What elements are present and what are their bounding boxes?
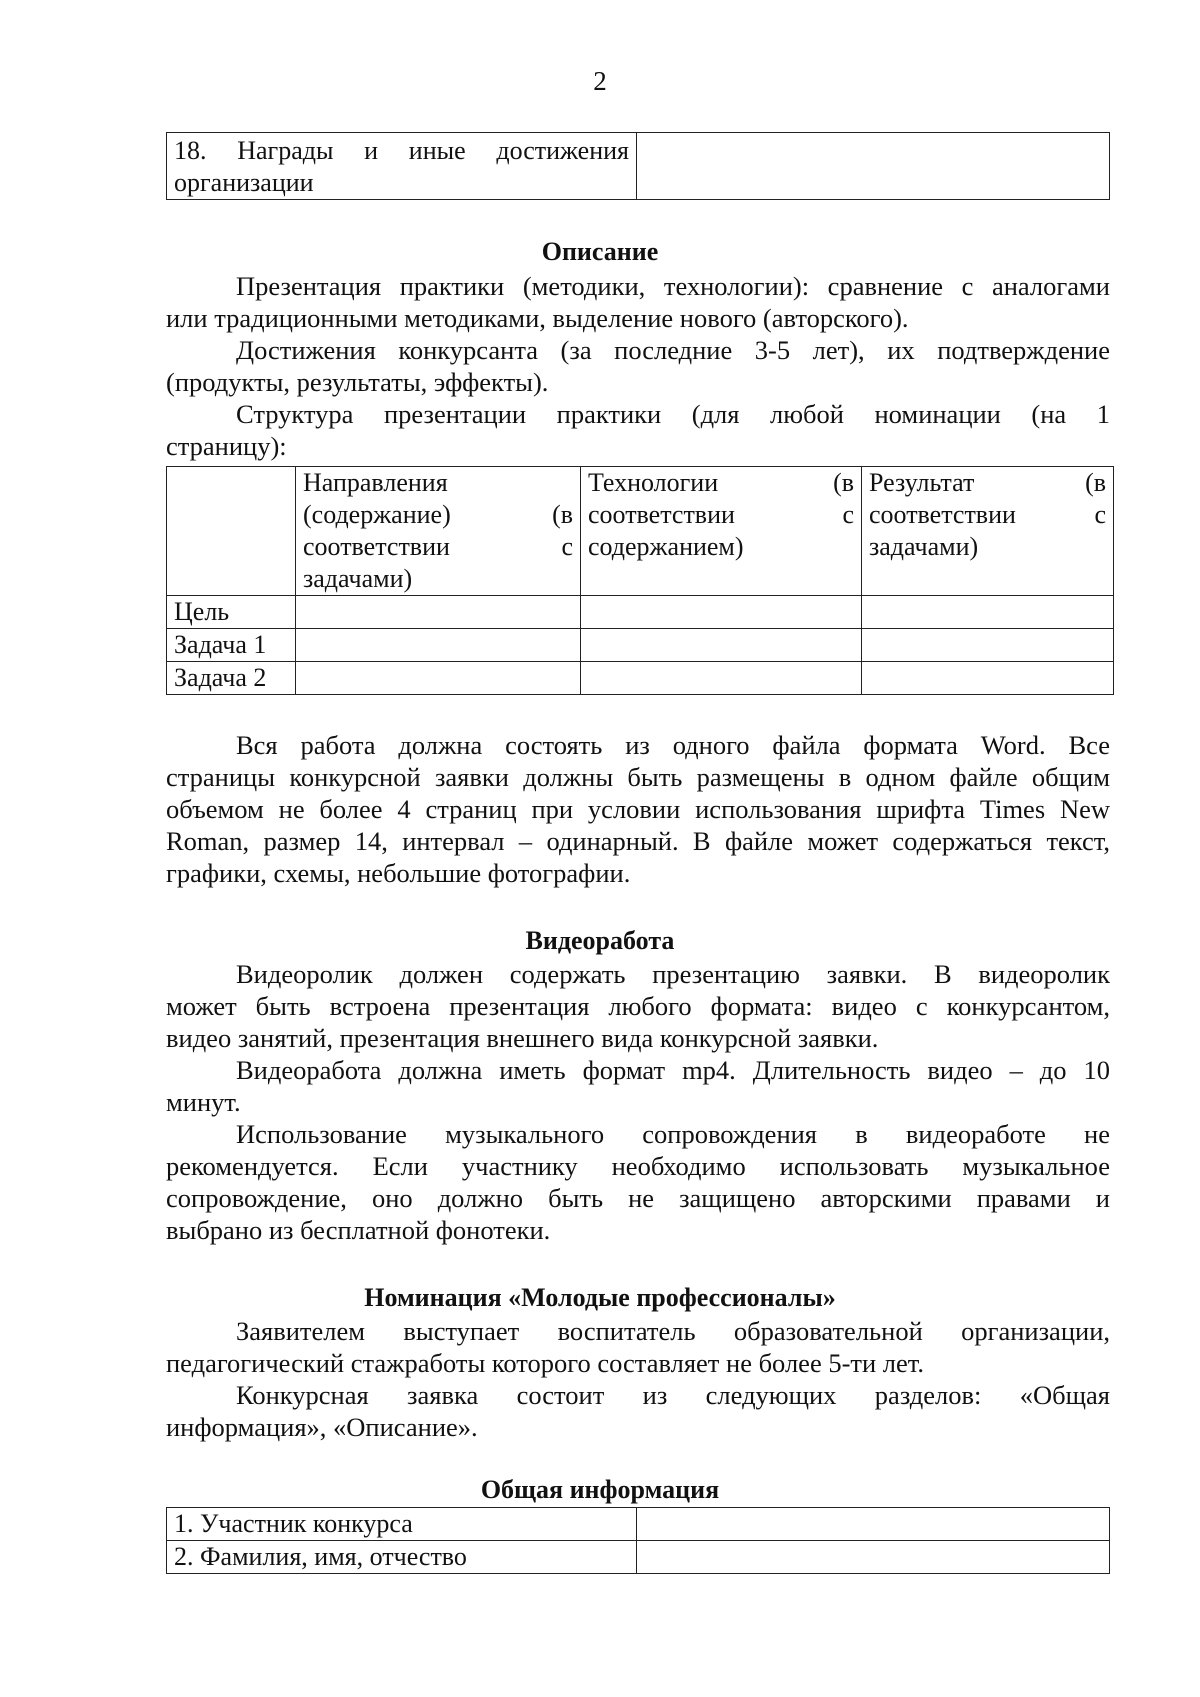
structure-header-row bbox=[167, 467, 1114, 596]
description-heading: Описание bbox=[541, 237, 659, 266]
video-p2-line2: минут. bbox=[166, 1087, 241, 1117]
table-cell bbox=[296, 596, 581, 629]
table-row bbox=[167, 1508, 1110, 1541]
work-file-line5: графики, схемы, небольшие фотографии. bbox=[166, 858, 631, 888]
h1-line6: задачами) bbox=[303, 564, 413, 593]
awards-label-line1: 18. Награды и иные достижения bbox=[174, 136, 629, 165]
h1-line2-wrap bbox=[303, 499, 573, 531]
video-p3-line2: рекомендуется. Если участнику необходимо использовать музыкальное bbox=[166, 1151, 1110, 1181]
structure-header-result bbox=[862, 467, 1114, 596]
table-cell bbox=[296, 629, 581, 662]
h2-line4: с bbox=[842, 500, 854, 529]
table-row bbox=[167, 629, 1114, 662]
structure-header-directions bbox=[296, 467, 581, 596]
h2-line2: (в bbox=[833, 468, 854, 497]
h2-line3: соответствии bbox=[588, 500, 735, 529]
general-info-heading: Общая информация bbox=[480, 1475, 720, 1504]
work-file-line3: объемом не более 4 страниц при условии использования шрифта Times New bbox=[166, 794, 1110, 824]
table-cell bbox=[862, 596, 1114, 629]
table-row bbox=[167, 662, 1114, 695]
video-p3-line4: выбрано из бесплатной фонотеки. bbox=[166, 1215, 551, 1245]
general-info-row-1: 1. Участник конкурса bbox=[167, 1508, 637, 1541]
description-p3-line2: страницу): bbox=[166, 431, 287, 461]
h3-line5: задачами) bbox=[869, 532, 979, 561]
row-label-goal: Цель bbox=[167, 596, 296, 629]
description-p2-line2: (продукты, результаты, эффекты). bbox=[166, 367, 549, 397]
general-info-row-2: 2. Фамилия, имя, отчество bbox=[167, 1541, 637, 1574]
h2-line1: Технологии bbox=[588, 468, 719, 497]
h3-spacer bbox=[869, 563, 1106, 595]
h2-line5: содержанием) bbox=[588, 532, 744, 561]
h2-line3-wrap bbox=[588, 499, 854, 531]
nomination-text bbox=[166, 1315, 1110, 1443]
row-label-task1: Задача 1 bbox=[167, 629, 296, 662]
page-number: 2 bbox=[593, 66, 607, 96]
video-p2-line1: Видеоработа должна иметь формат mp4. Длительность видео – до 10 bbox=[236, 1055, 1110, 1085]
h1-line3: (в bbox=[552, 500, 573, 529]
h3-line4: с bbox=[1094, 500, 1106, 529]
video-heading: Видеоработа bbox=[525, 926, 675, 955]
table-cell bbox=[637, 1541, 1110, 1574]
awards-label-line2: организации bbox=[174, 168, 314, 197]
h3-line2: (в bbox=[1085, 468, 1106, 497]
structure-header-technologies bbox=[581, 467, 862, 596]
h3-line3-wrap bbox=[869, 499, 1106, 531]
h1-line2: (содержание) bbox=[303, 500, 451, 529]
nomination-heading: Номинация «Молодые профессионалы» bbox=[364, 1283, 836, 1312]
h3-line1-wrap bbox=[869, 467, 1106, 499]
video-p1-line1: Видеоролик должен содержать презентацию заявки. В видеоролик bbox=[236, 959, 1110, 989]
table-cell bbox=[581, 662, 862, 695]
h2-line1-wrap bbox=[588, 467, 854, 499]
description-p3-line1: Структура презентации практики (для любой номинации (на 1 bbox=[236, 399, 1110, 429]
table-row bbox=[167, 596, 1114, 629]
video-p1-line2: может быть встроена презентация любого формата: видео с конкурсантом, bbox=[166, 991, 1110, 1021]
nomination-p2-line1: Конкурсная заявка состоит из следующих разделов: «Общая bbox=[236, 1380, 1110, 1410]
awards-value-cell bbox=[637, 133, 1110, 200]
table-cell bbox=[862, 662, 1114, 695]
structure-header-empty bbox=[167, 467, 296, 596]
general-info-table bbox=[166, 1507, 1110, 1574]
video-text bbox=[166, 958, 1110, 1246]
h1-line4: соответствии bbox=[303, 532, 450, 561]
table-cell bbox=[581, 596, 862, 629]
h3-line3: соответствии bbox=[869, 500, 1016, 529]
video-p3-line3: сопровождение, оно должно быть не защищено авторскими правами и bbox=[166, 1183, 1110, 1213]
awards-label-cell bbox=[167, 133, 637, 200]
nomination-p1-line2: педагогический стажработы которого составляет не более 5-ти лет. bbox=[166, 1348, 924, 1378]
awards-table bbox=[166, 132, 1110, 200]
structure-table bbox=[166, 466, 1114, 695]
video-p1-line3: видео занятий, презентация внешнего вида конкурсной заявки. bbox=[166, 1023, 879, 1053]
description-p2-line1: Достижения конкурсанта (за последние 3-5 лет), их подтверждение bbox=[236, 335, 1110, 365]
table-cell bbox=[296, 662, 581, 695]
work-file-paragraph bbox=[166, 729, 1110, 889]
description-p1-line2: или традиционными методиками, выделение нового (авторского). bbox=[166, 303, 909, 333]
table-row bbox=[167, 1541, 1110, 1574]
description-text bbox=[166, 270, 1110, 462]
h1-line5: с bbox=[561, 532, 573, 561]
work-file-line2: страницы конкурсной заявки должны быть размещены в одном файле общим bbox=[166, 762, 1110, 792]
table-cell bbox=[862, 629, 1114, 662]
work-file-line4: Roman, размер 14, интервал – одинарный. В файле может содержаться текст, bbox=[166, 826, 1110, 856]
description-p1-line1: Презентация практики (методики, технологии): сравнение с аналогами bbox=[236, 271, 1110, 301]
h1-line1: Направления bbox=[303, 468, 448, 497]
h1-line4-wrap bbox=[303, 531, 573, 563]
work-file-line1: Вся работа должна состоять из одного файла формата Word. Все bbox=[236, 730, 1110, 760]
h2-spacer bbox=[588, 563, 854, 595]
video-p3-line1: Использование музыкального сопровождения в видеоработе не bbox=[236, 1119, 1110, 1149]
row-label-task2: Задача 2 bbox=[167, 662, 296, 695]
nomination-p1-line1: Заявителем выступает воспитатель образовательной организации, bbox=[236, 1316, 1110, 1346]
table-cell bbox=[637, 1508, 1110, 1541]
nomination-p2-line2: информация», «Описание». bbox=[166, 1412, 478, 1442]
table-cell bbox=[581, 629, 862, 662]
h3-line1: Результат bbox=[869, 468, 975, 497]
